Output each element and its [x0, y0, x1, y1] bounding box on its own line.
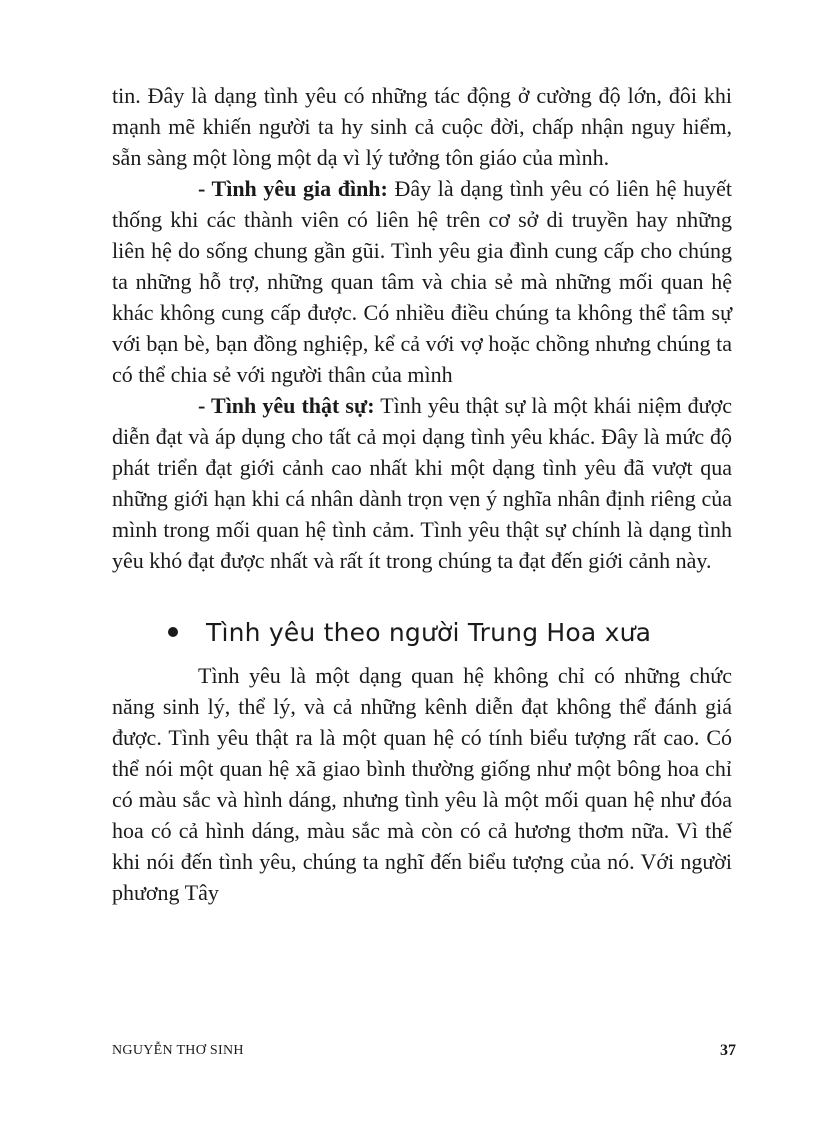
paragraph-chinese-love	[112, 660, 732, 908]
footer-author: NGUYỄN THƠ SINH	[112, 1043, 244, 1058]
paragraph-family-love	[112, 173, 732, 390]
paragraph-text: Đây là dạng tình yêu có liên hệ huyết thống khi các thành viên có liên hệ trên cơ sở di truyền hay những liên hệ do sống chung gần gũi. Tình yêu gia đình cung cấp cho chúng ta những hỗ trợ, những quan tâm và chia sẻ mà những mối quan hệ khác không cung cấp được. Có nhiều điều chúng ta không thể tâm sự với bạn bè, bạn đồng nghiệp, kể cả với vợ hoặc chồng nhưng chúng ta có thể chia sẻ với người thân của mình	[112, 176, 732, 387]
paragraph-text: Tình yêu thật sự là một khái niệm được diễn đạt và áp dụng cho tất cả mọi dạng tình yêu khác. Đây là mức độ phát triển đạt giới cảnh cao nhất khi một dạng tình yêu đã vượt qua những giới hạn khi cá nhân dành trọn vẹn ý nghĩa nhân định riêng của mình trong mối quan hệ tình cảm. Tình yêu thật sự chính là dạng tình yêu khó đạt được nhất và rất ít trong chúng ta đạt đến giới cảnh này.	[112, 393, 732, 573]
paragraph-lead-family-love: - Tình yêu gia đình:	[198, 176, 388, 201]
page-footer	[112, 1042, 736, 1060]
paragraph-text: Tình yêu là một dạng quan hệ không chỉ có những chức năng sinh lý, thể lý, và cả những kênh diễn đạt không thể đánh giá được. Tình yêu thật ra là một quan hệ có tính biểu tượng rất cao. Có thể nói một quan hệ xã giao bình thường giống như một bông hoa chỉ có màu sắc và hình dáng, nhưng tình yêu là một mối quan hệ như đóa hoa có cả hình dáng, màu sắc mà còn có cả hương thơm nữa. Vì thế khi nói đến tình yêu, chúng ta nghĩ đến biểu tượng của nó. Với người phương Tây	[112, 663, 732, 905]
bullet-dot-icon	[168, 627, 178, 637]
paragraph-text: tin. Đây là dạng tình yêu có những tác động ở cường độ lớn, đôi khi mạnh mẽ khiến người ta hy sinh cả cuộc đời, chấp nhận nguy hiểm, sẵn sàng một lòng một dạ vì lý tưởng tôn giáo của mình.	[112, 83, 732, 170]
paragraph-true-love	[112, 390, 732, 576]
paragraph-religious-love-continued	[112, 80, 732, 173]
page-body	[112, 80, 732, 908]
section-heading	[112, 610, 732, 654]
paragraph-lead-true-love: - Tình yêu thật sự:	[198, 393, 375, 418]
page-number: 37	[720, 1042, 736, 1059]
section-heading-text: Tình yêu theo người Trung Hoa xưa	[206, 617, 652, 647]
